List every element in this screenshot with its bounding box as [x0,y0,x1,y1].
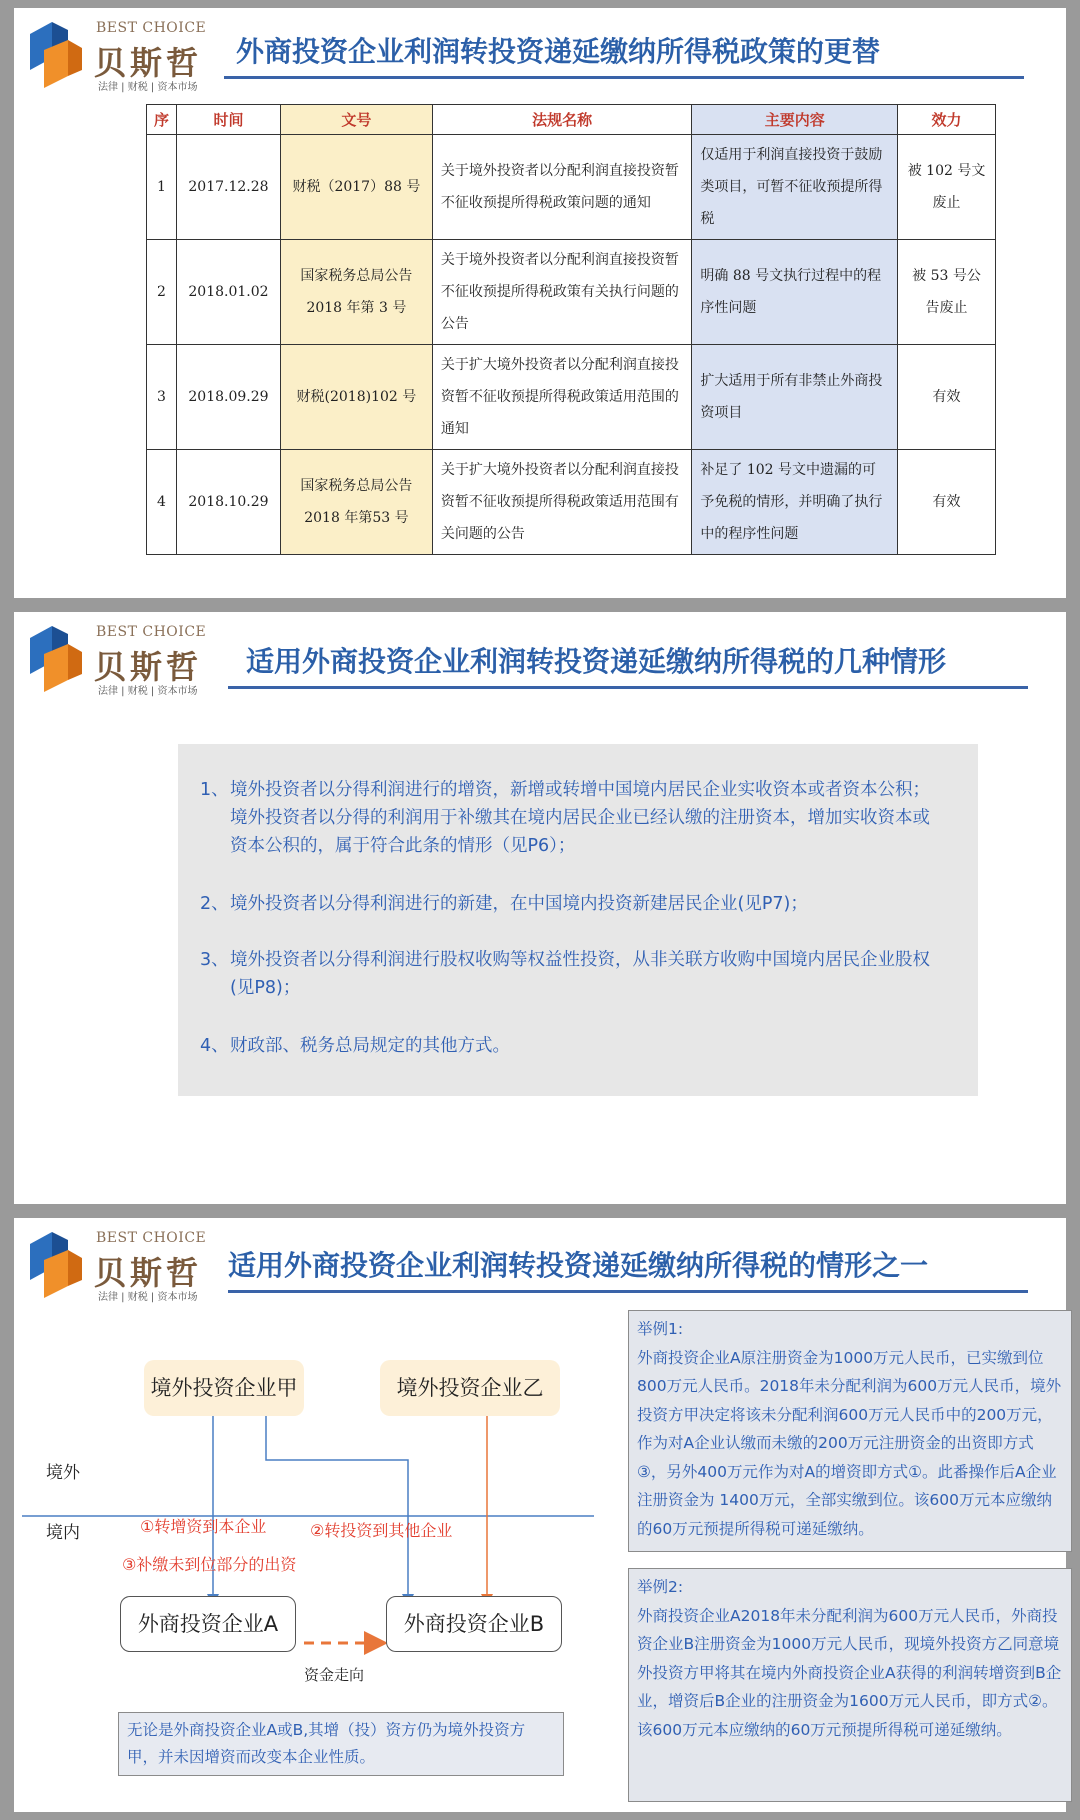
cell-no: 4 [147,450,177,555]
example-1-text: 外商投资企业A原注册资金为1000万元人民币，已实缴到位800万元人民币。2018年未分配利润为600万元人民币，境外投资方甲决定将该未分配利润600万元人民币中的200万元，作为对A企业认缴而未缴的200万元注册资金的出资即方式③，另外400万元作为对A的增资即方式①。此番操作后A企业注册资金为 1400万元，全部实缴到位。该600万元本应缴纳的60万元预提所得税可递延缴纳。 [637,1348,1062,1538]
scenario-list [178,744,978,1096]
table-row [147,450,996,555]
page-title: 适用外商投资企业利润转投资递延缴纳所得税的几种情形 [246,645,947,678]
list-item [200,1032,934,1060]
slide-policy-history [14,8,1066,598]
example-2-title: 举例2: [637,1578,684,1596]
list-item [200,890,934,918]
header-doc: 文号 [280,105,432,135]
cell-time: 2018.09.29 [176,345,280,450]
company-logo [22,14,212,94]
table-header-row [147,105,996,135]
cell-effect: 被 102 号文废止 [898,135,996,240]
title-underline [228,686,1028,689]
cell-main: 补足了 102 号文中遗漏的可予免税的情形，并明确了执行中的程序性问题 [692,450,898,555]
cell-main: 仅适用于利润直接投资于鼓励类项目，可暂不征收预提所得税 [692,135,898,240]
cell-no: 3 [147,345,177,450]
logo-cube-icon [22,622,92,696]
cell-no: 1 [147,135,177,240]
title-underline [224,76,1024,79]
item-number: 3、 [200,950,229,970]
table-row [147,345,996,450]
flow-label: 资金走向 [304,1666,365,1684]
example-2-text: 外商投资企业A2018年未分配利润为600万元人民币，外商投资企业B注册资金为1000万元人民币，现境外投资方乙同意境外投资方甲将其在境内外商投资企业A获得的利润转增资到B企业，增资后B企业的注册资金为1600万元人民币，即方式②。该600万元本应缴纳的60万元预提所得税可递延缴纳。 [637,1606,1062,1739]
cell-main: 明确 88 号文执行过程中的程序性问题 [692,240,898,345]
logo-subtitle: 法律 | 财税 | 资本市场 [98,1292,198,1303]
example-1-title: 举例1: [637,1320,684,1338]
logo-chinese: 贝斯哲 [94,648,203,686]
slide-scenarios [14,612,1066,1204]
logo-subtitle: 法律 | 财税 | 资本市场 [98,686,198,697]
example-1-box [628,1310,1072,1552]
investor-jia-node: 境外投资企业甲 [144,1360,304,1416]
inside-label: 境内 [46,1523,80,1543]
header-no: 序 [147,105,177,135]
item-number: 1、 [200,780,229,800]
cell-time: 2017.12.28 [176,135,280,240]
cell-doc: 财税（2017）88 号 [280,135,432,240]
item-text: 境外投资者以分得利润进行的新建，在中国境内投资新建居民企业(见P7)； [230,894,808,914]
logo-cube-icon [22,1228,92,1302]
cell-doc: 财税(2018)102 号 [280,345,432,450]
cell-main: 扩大适用于所有非禁止外商投资项目 [692,345,898,450]
outside-label: 境外 [46,1463,80,1483]
cell-time: 2018.10.29 [176,450,280,555]
list-item [200,946,934,1002]
header-main: 主要内容 [692,105,898,135]
cell-no: 2 [147,240,177,345]
step1-label: ①转增资到本企业 [140,1517,267,1536]
cell-effect: 有效 [898,450,996,555]
logo-english: BEST CHOICE [96,624,207,640]
cell-name: 关于扩大境外投资者以分配利润直接投资暂不征收预提所得税政策适用范围有关问题的公告 [432,450,692,555]
step3-label: ③补缴未到位部分的出资 [122,1555,297,1574]
logo-english: BEST CHOICE [96,1230,207,1246]
cell-effect: 有效 [898,345,996,450]
step2-label: ②转投资到其他企业 [310,1521,453,1540]
policy-table [146,104,996,555]
company-a-node: 外商投资企业A [120,1596,296,1652]
table-row [147,240,996,345]
investor-yi-node: 境外投资企业乙 [380,1360,560,1416]
cell-name: 关于扩大境外投资者以分配利润直接投资暂不征收预提所得税政策适用范围的通知 [432,345,692,450]
header-name: 法规名称 [432,105,692,135]
item-text: 境外投资者以分得利润进行的增资，新增或转增中国境内居民企业实收资本或者资本公积；境外投资者以分得的利润用于补缴其在境内居民企业已经认缴的注册资本，增加实收资本或资本公积的，属于符合此条的情形（见P6）； [230,780,930,856]
table-row [147,135,996,240]
company-logo [22,618,212,698]
logo-english: BEST CHOICE [96,20,207,36]
logo-cube-icon [22,18,92,92]
cell-name: 关于境外投资者以分配利润直接投资暂不征收预提所得税政策有关执行问题的公告 [432,240,692,345]
logo-subtitle: 法律 | 财税 | 资本市场 [98,82,198,93]
page-title: 外商投资企业利润转投资递延缴纳所得税政策的更替 [236,35,881,68]
header-time: 时间 [176,105,280,135]
cell-doc: 国家税务总局公告 2018 年第 3 号 [280,240,432,345]
page-title: 适用外商投资企业利润转投资递延缴纳所得税的情形之一 [228,1249,929,1282]
title-underline [228,1290,1028,1293]
list-item [200,776,934,860]
logo-chinese: 贝斯哲 [94,44,203,82]
company-b-node: 外商投资企业B [386,1596,562,1652]
cell-doc: 国家税务总局公告 2018 年第53 号 [280,450,432,555]
item-number: 2、 [200,894,229,914]
item-text: 境外投资者以分得利润进行股权收购等权益性投资，从非关联方收购中国境内居民企业股权(见P8)； [230,950,930,998]
item-number: 4、 [200,1036,229,1056]
slide-scenario-one [14,1218,1066,1812]
cell-name: 关于境外投资者以分配利润直接投资暂不征收预提所得税政策问题的通知 [432,135,692,240]
cell-effect: 被 53 号公告废止 [898,240,996,345]
example-2-box [628,1568,1072,1802]
note-box: 无论是外商投资企业A或B,其增（投）资方仍为境外投资方甲，并未因增资而改变本企业性质。 [118,1712,564,1776]
header-effect: 效力 [898,105,996,135]
item-text: 财政部、税务总局规定的其他方式。 [230,1036,510,1056]
logo-chinese: 贝斯哲 [94,1254,203,1292]
company-logo [22,1224,212,1304]
cell-time: 2018.01.02 [176,240,280,345]
